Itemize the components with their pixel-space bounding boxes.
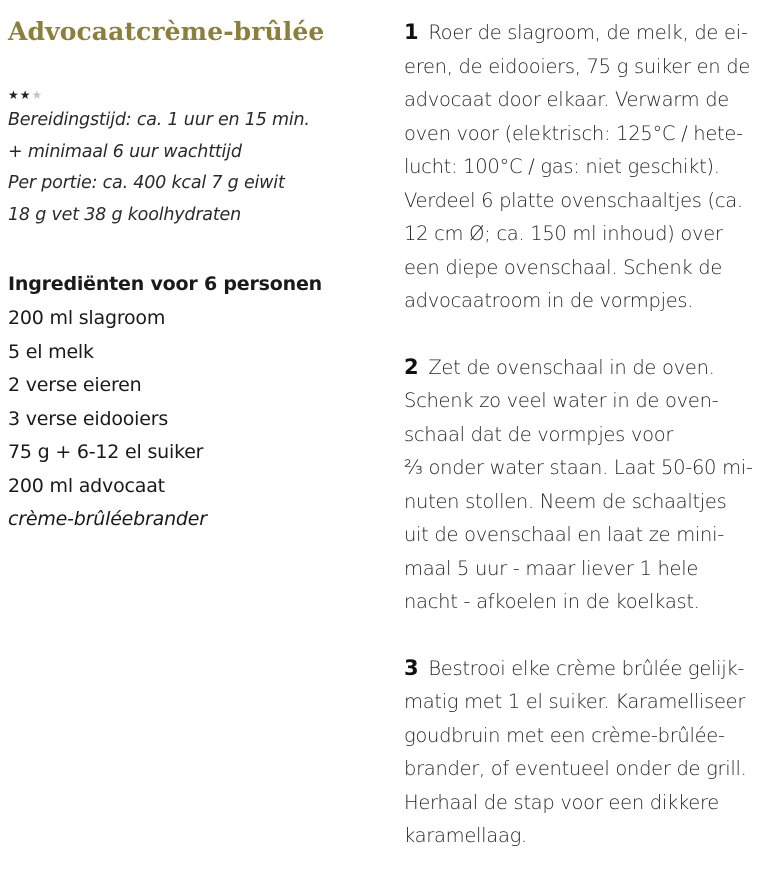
step-text-line — [404, 485, 766, 519]
step-2 — [404, 351, 766, 619]
step-text-line — [404, 83, 766, 117]
step-3 — [404, 652, 766, 853]
step-text-line — [404, 16, 766, 50]
waiting-time: + minimaal 6 uur wachttijd — [8, 141, 242, 162]
step-text-line — [404, 217, 766, 251]
step-text: ⅔ onder water staan. Laat 50-60 mi- — [404, 456, 753, 479]
nutrition-line-1: Per portie: ca. 400 kcal 7 g eiwit — [8, 173, 285, 193]
step-text: eren, de eidooiers, 75 g suiker en de — [404, 54, 751, 78]
step-text: nuten stollen. Neem de schaaltjes — [404, 489, 727, 513]
ingredient-item: 200 ml slagroom — [8, 307, 166, 329]
ingredient-tool-item: crème-brûléebrander — [8, 508, 207, 530]
step-text: goudbruin met een crème-brûlée- — [404, 723, 725, 747]
step-text-line — [404, 786, 766, 820]
step-text-line — [404, 50, 766, 84]
step-text: Roer de slagroom, de melk, de ei- — [428, 21, 748, 44]
step-text: karamellaag. — [404, 824, 527, 847]
step-text-line — [404, 117, 766, 151]
step-text-line — [404, 284, 766, 318]
difficulty-rating — [8, 87, 378, 103]
step-text-line — [404, 752, 766, 786]
step-text-line — [404, 652, 766, 686]
ingredient-item: 5 el melk — [8, 340, 94, 363]
ingredients-list — [8, 302, 378, 537]
step-text: brander, of eventueel onder de grill. — [404, 757, 747, 780]
step-number: 2 — [404, 354, 419, 379]
step-text-line — [404, 518, 766, 552]
step-text-line — [404, 585, 766, 619]
step-text-line — [404, 384, 766, 418]
step-text: Zet de ovenschaal in de oven. — [428, 355, 715, 379]
step-text-line — [404, 819, 766, 853]
step-text: Verdeel 6 platte ovenschaaltjes (ca. — [404, 188, 743, 212]
step-text: Schenk zo veel water in de oven- — [404, 389, 719, 412]
step-text: oven voor (elektrisch: 125°C / hete- — [404, 121, 743, 145]
step-text-line — [404, 351, 766, 385]
step-1 — [404, 16, 766, 318]
nutrition-line-2: 18 g vet 38 g koolhydraten — [8, 204, 241, 225]
ingredient-item: 2 verse eieren — [8, 374, 142, 396]
step-text-line — [404, 552, 766, 586]
step-text: Herhaal de stap voor een dikkere — [404, 790, 719, 814]
step-number: 3 — [404, 655, 419, 680]
step-text-line — [404, 251, 766, 285]
step-text: matig met 1 el suiker. Karamelliseer — [404, 690, 746, 713]
step-text: lucht: 100°C / gas: niet geschikt). — [404, 155, 720, 178]
empty-star-icon: ★ — [31, 88, 44, 102]
step-text: maal 5 uur - maar liever 1 hele — [404, 556, 699, 580]
recipe-title: Advocaatcrème-brûlée — [8, 17, 325, 46]
ingredient-item: 75 g + 6-12 el suiker — [8, 441, 204, 463]
step-number: 1 — [404, 20, 419, 44]
step-text: Bestrooi elke crème brûlée gelijk- — [428, 656, 745, 680]
ingredients-heading: Ingrediënten voor 6 personen — [8, 273, 322, 295]
recipe-steps-column — [404, 16, 766, 886]
step-text: 12 cm Ø; ca. 150 ml inhoud) over — [404, 222, 723, 245]
step-text: advocaat door elkaar. Verwarm de — [404, 88, 729, 111]
filled-star-icon: ★★ — [8, 88, 32, 102]
step-text: advocaatroom in de vormpjes. — [404, 289, 694, 312]
ingredient-item: 3 verse eidooiers — [8, 407, 169, 430]
step-text-line — [404, 451, 766, 485]
step-text-line — [404, 150, 766, 184]
step-text: nacht - afkoelen in de koelkast. — [404, 590, 700, 613]
step-text-line — [404, 685, 766, 719]
step-text: uit de ovenschaal en laat ze mini- — [404, 523, 724, 546]
prep-time: Bereidingstijd: ca. 1 uur en 15 min. — [8, 110, 310, 130]
ingredient-item: 200 ml advocaat — [8, 474, 165, 497]
step-text-line — [404, 418, 766, 452]
step-text-line — [404, 719, 766, 753]
step-text-line — [404, 184, 766, 218]
recipe-meta — [8, 105, 378, 231]
step-text: schaal dat de vormpjes voor — [404, 422, 674, 446]
recipe-info-column — [8, 14, 378, 537]
step-text: een diepe ovenschaal. Schenk de — [404, 255, 723, 279]
